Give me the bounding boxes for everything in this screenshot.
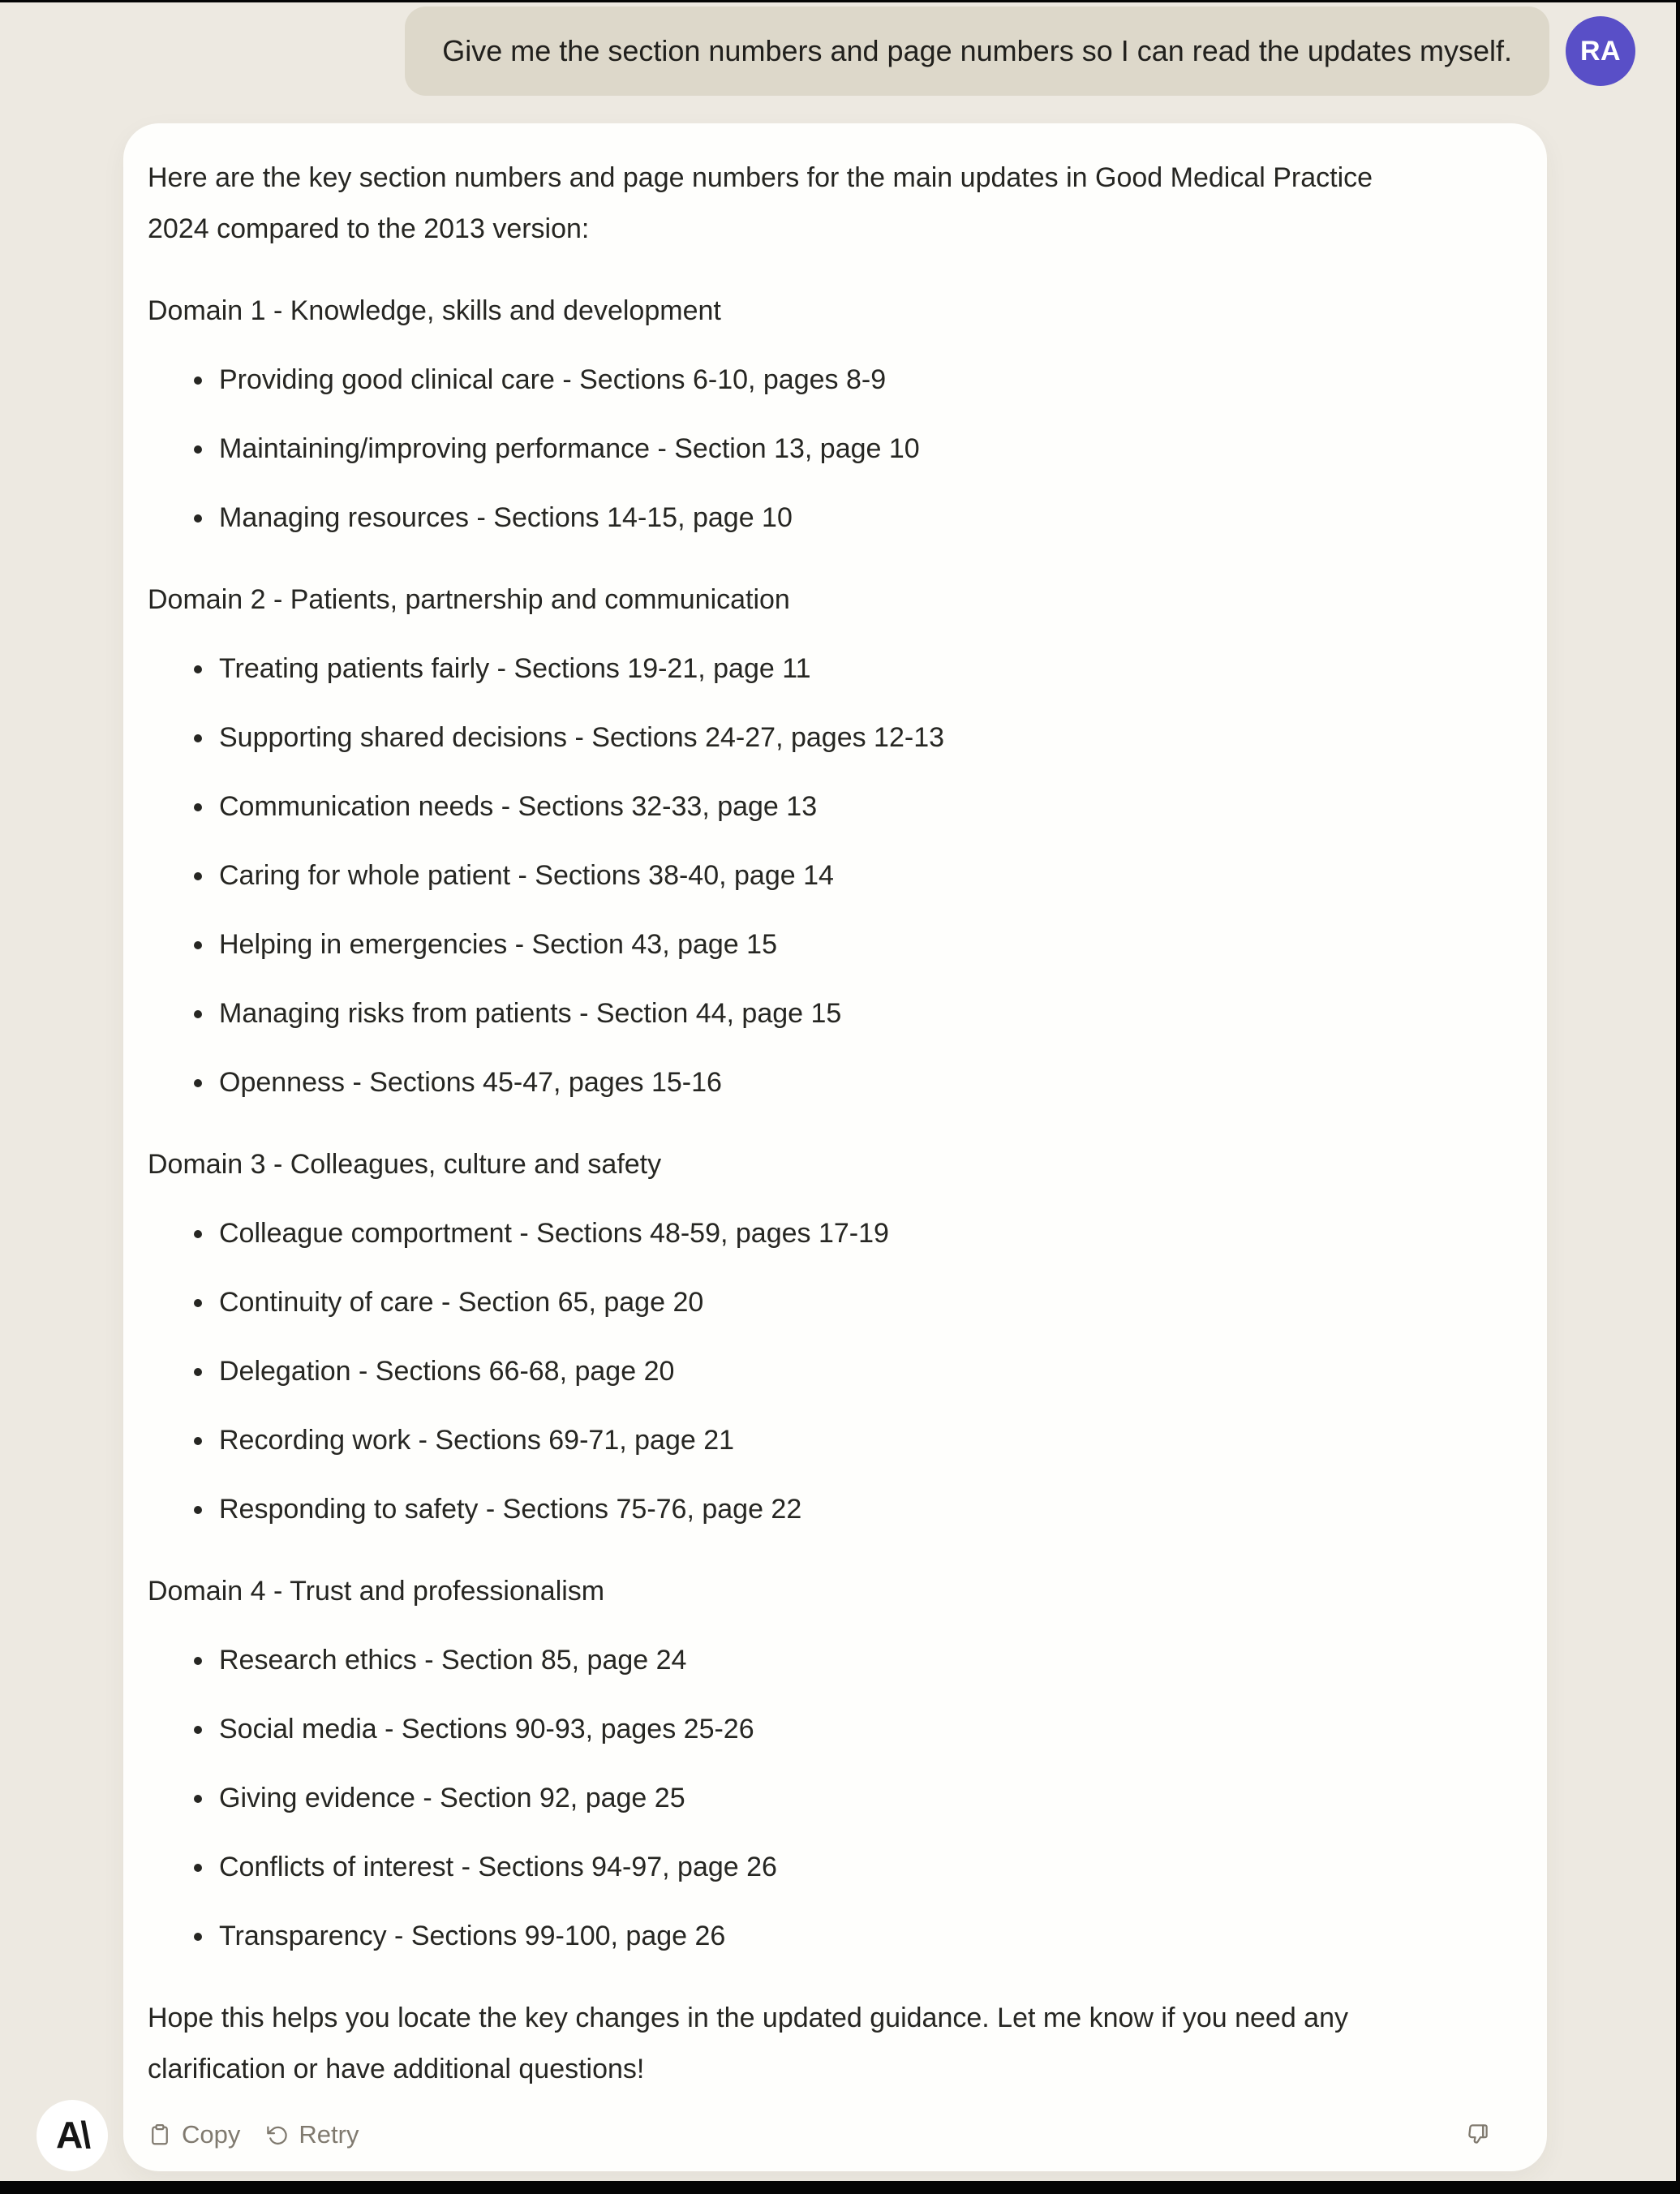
domain-3-heading: Domain 3 - Colleagues, culture and safety xyxy=(148,1149,662,1180)
claude-logo xyxy=(37,2100,108,2171)
domain-2-list xyxy=(148,643,1502,1108)
domain-4-heading: Domain 4 - Trust and professionalism xyxy=(148,1576,605,1607)
list-item: Research ethics - Section 85, page 24 xyxy=(219,1635,1502,1686)
list-item: Transparency - Sections 99-100, page 26 xyxy=(219,1911,1502,1962)
list-item: Providing good clinical care - Sections 6-10, pages 8-9 xyxy=(219,355,1502,406)
list-item: Continuity of care - Section 65, page 20 xyxy=(219,1277,1502,1328)
thumbs-down-button[interactable] xyxy=(1466,2122,1490,2149)
user-message-text: Give me the section numbers and page numbers so I can read the updates myself. xyxy=(442,34,1512,67)
list-item: Responding to safety - Sections 75-76, page 22 xyxy=(219,1484,1502,1535)
domain-1-heading: Domain 1 - Knowledge, skills and development xyxy=(148,295,721,326)
list-item: Social media - Sections 90-93, pages 25-26 xyxy=(219,1704,1502,1755)
assistant-outro-paragraph: Hope this helps you locate the key changes in the updated guidance. Let me know if you need any clarification or have additional questions! xyxy=(148,2003,1348,2084)
list-item: Openness - Sections 45-47, pages 15-16 xyxy=(219,1057,1502,1108)
list-item: Supporting shared decisions - Sections 24-27, pages 12-13 xyxy=(219,712,1502,764)
copy-button-label: Copy xyxy=(182,2120,241,2149)
screen-edge-right xyxy=(1676,0,1680,2194)
assistant-message-card xyxy=(123,123,1547,2171)
thumbs-down-icon xyxy=(1466,2136,1490,2149)
action-buttons-group xyxy=(148,2116,359,2153)
retry-button[interactable] xyxy=(264,2116,359,2153)
list-item: Caring for whole patient - Sections 38-40, page 14 xyxy=(219,850,1502,901)
screen-edge-bottom xyxy=(0,2181,1680,2194)
list-item: Colleague comportment - Sections 48-59, pages 17-19 xyxy=(219,1208,1502,1259)
list-item: Maintaining/improving performance - Section 13, page 10 xyxy=(219,424,1502,475)
list-item: Delegation - Sections 66-68, page 20 xyxy=(219,1346,1502,1397)
list-item: Communication needs - Sections 32-33, page 13 xyxy=(219,781,1502,832)
clipboard-icon xyxy=(148,2123,172,2147)
user-message-row xyxy=(0,0,1680,96)
screen-edge-top xyxy=(0,0,1680,2)
domain-4-list xyxy=(148,1635,1502,1962)
copy-button[interactable] xyxy=(148,2116,240,2153)
assistant-intro-paragraph: Here are the key section numbers and page numbers for the main updates in Good Medical Practice 2024 compared to the 2013 version: xyxy=(148,162,1373,244)
user-message-bubble xyxy=(405,6,1549,96)
list-item: Helping in emergencies - Section 43, page 15 xyxy=(219,919,1502,970)
list-item: Managing resources - Sections 14-15, page 10 xyxy=(219,493,1502,544)
rotate-ccw-icon xyxy=(264,2123,289,2147)
list-item: Conflicts of interest - Sections 94-97, page 26 xyxy=(219,1842,1502,1893)
list-item: Treating patients fairly - Sections 19-21, page 11 xyxy=(219,643,1502,695)
retry-button-label: Retry xyxy=(299,2120,359,2149)
list-item: Recording work - Sections 69-71, page 21 xyxy=(219,1415,1502,1466)
list-item: Managing risks from patients - Section 44, page 15 xyxy=(219,988,1502,1039)
user-avatar-initials: RA xyxy=(1579,35,1622,67)
list-item: Giving evidence - Section 92, page 25 xyxy=(219,1773,1502,1824)
anthropic-logomark-icon: A\ xyxy=(56,2114,88,2156)
message-action-bar xyxy=(148,2116,1502,2153)
domain-2-heading: Domain 2 - Patients, partnership and communication xyxy=(148,584,790,615)
domain-3-list xyxy=(148,1208,1502,1535)
domain-1-list xyxy=(148,355,1502,544)
user-avatar xyxy=(1566,16,1635,86)
